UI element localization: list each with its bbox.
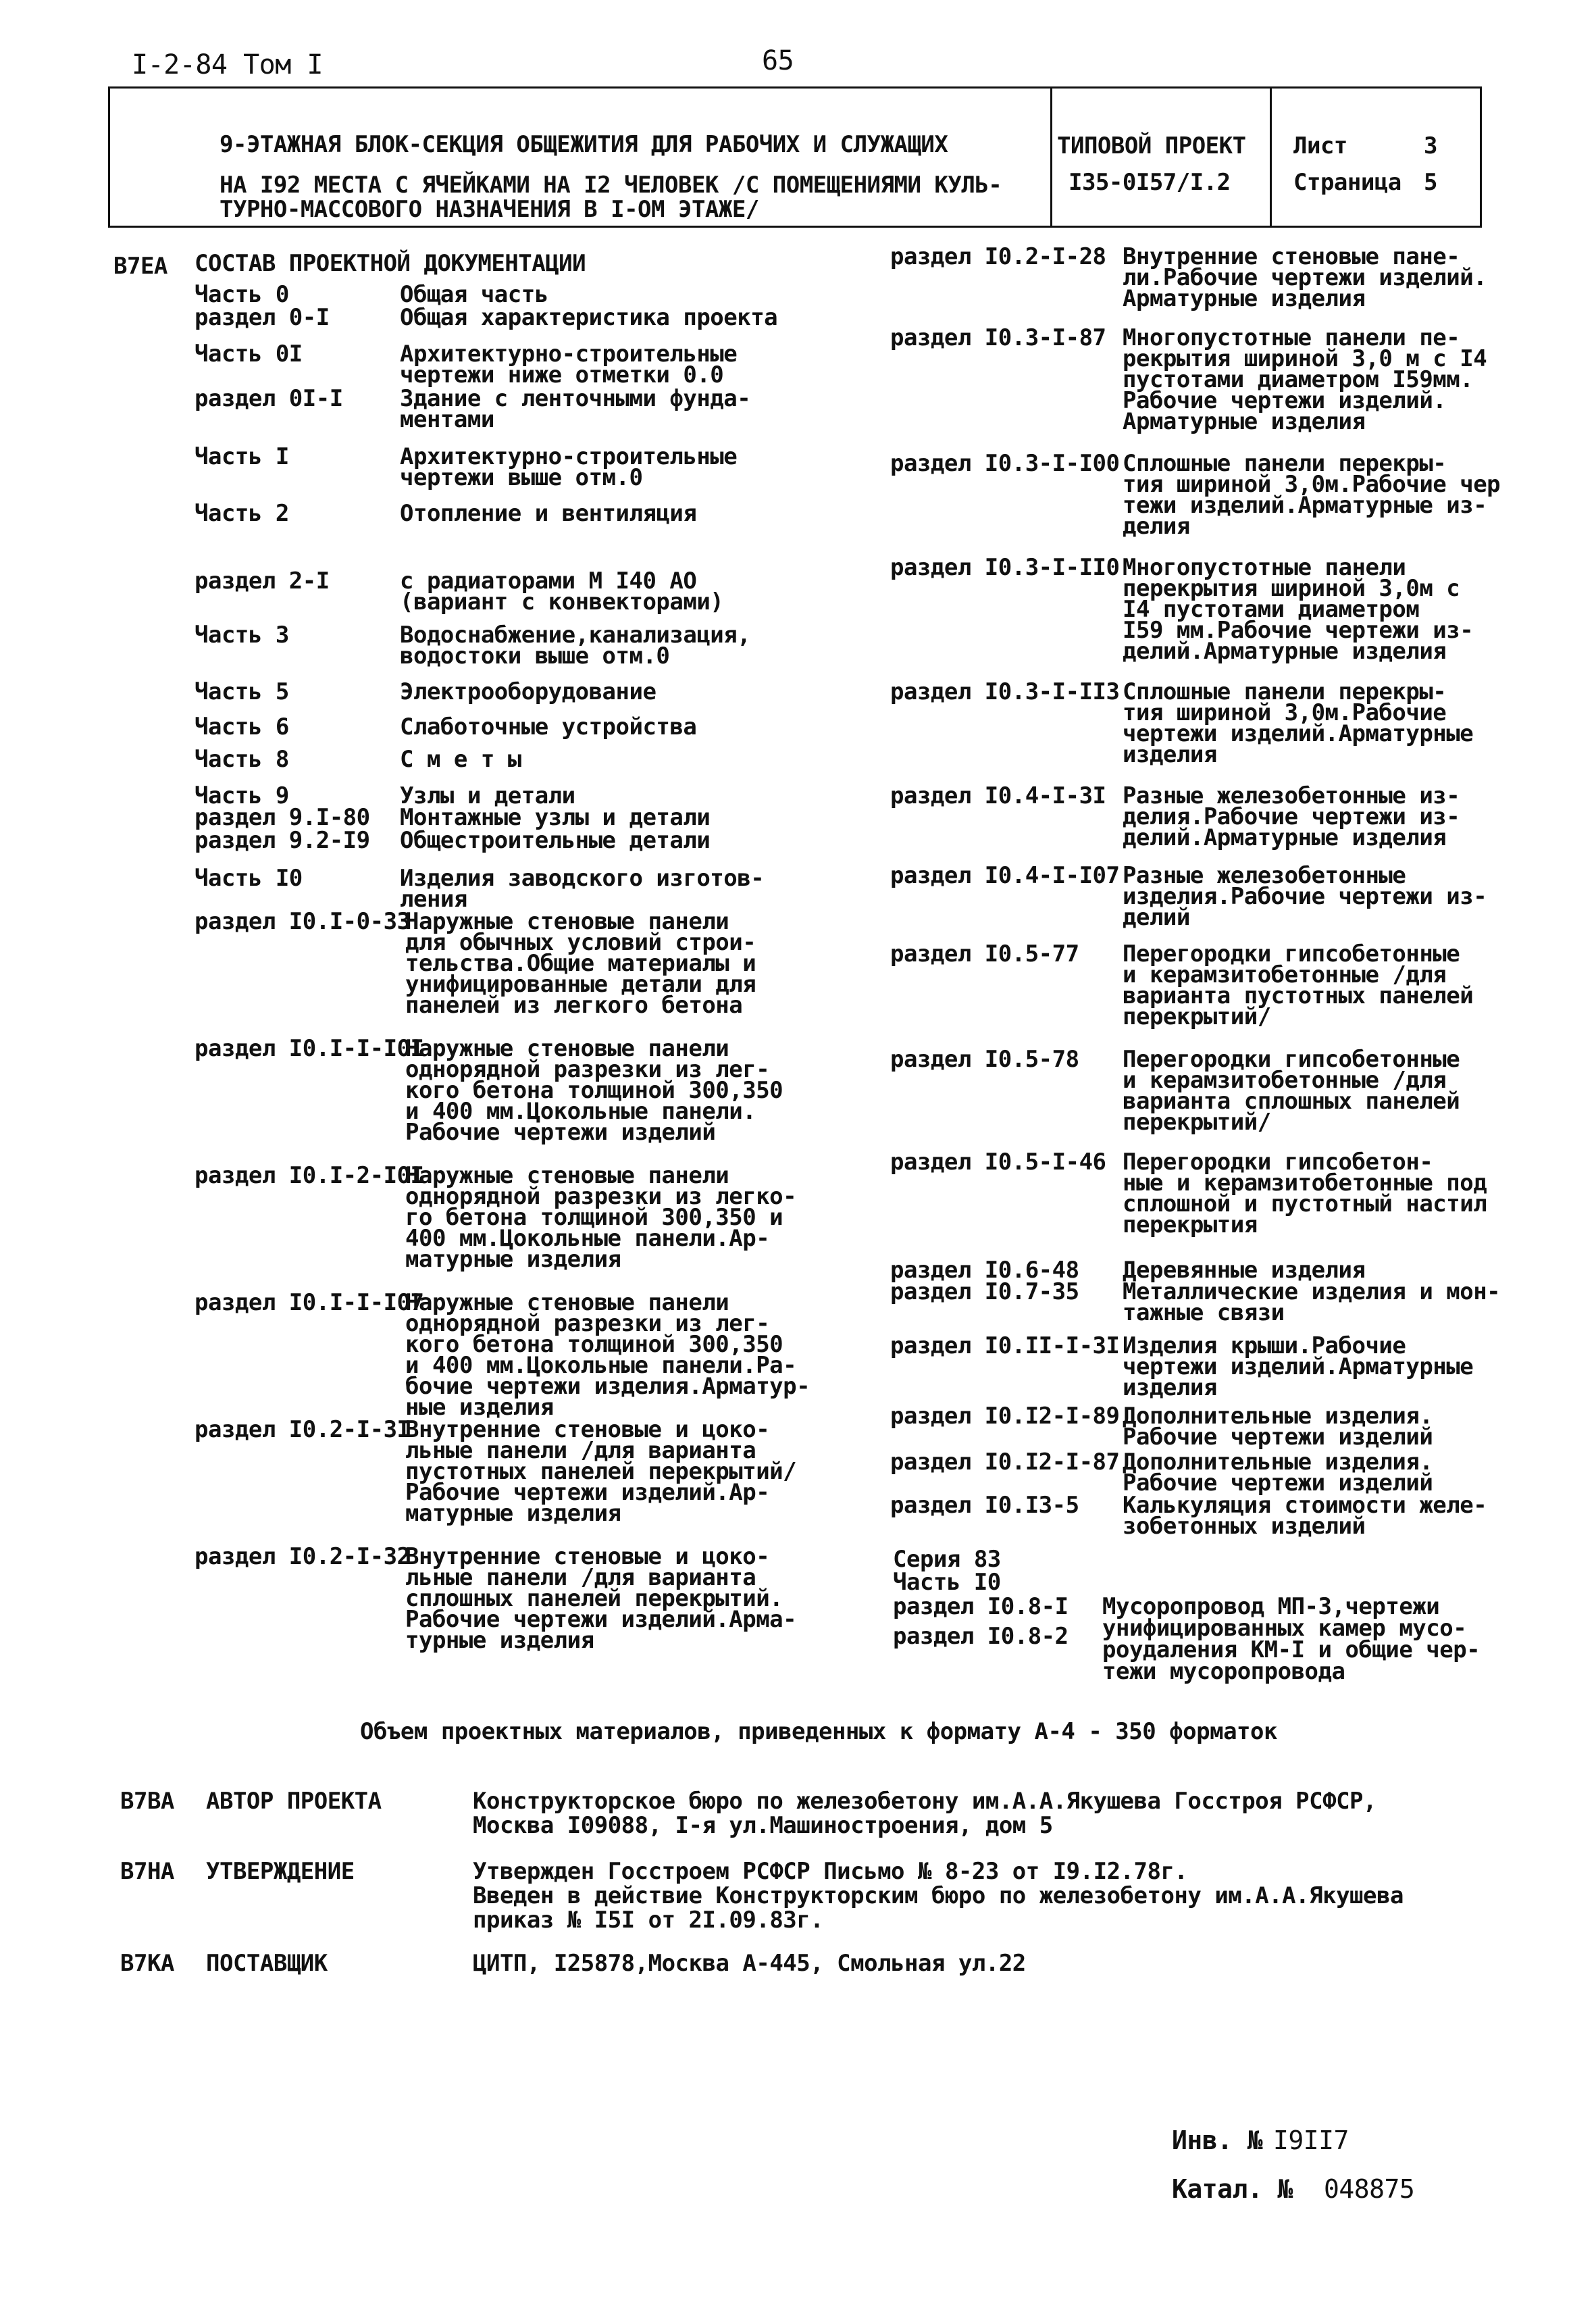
left-entry-text: однорядной разрезки из легко- bbox=[405, 1183, 797, 1210]
frame-divider-1 bbox=[1050, 86, 1052, 228]
title-line: НА I92 МЕСТА С ЯЧЕЙКАМИ НА I2 ЧЕЛОВЕК /С ПОМЕЩЕНИЯМИ КУЛЬ- bbox=[220, 172, 1002, 199]
right-entry-text: делий.Арматурные изделия bbox=[1123, 638, 1447, 665]
right-entry-text: Деревянные изделия bbox=[1123, 1257, 1366, 1284]
right-entry-text: сплошной и пустотный настил bbox=[1123, 1190, 1487, 1217]
right-entry-text: изделия.Рабочие чертежи из- bbox=[1123, 883, 1487, 910]
series-section-label: раздел I0.8-2 bbox=[893, 1623, 1069, 1650]
left-entry-text: и 400 мм.Цокольные панели.Ра- bbox=[405, 1352, 797, 1379]
approval-code: B7HA bbox=[120, 1858, 174, 1885]
right-entry-text: Калькуляция стоимости желе- bbox=[1123, 1492, 1487, 1519]
left-entry-label: раздел I0.I-2-I0I bbox=[195, 1162, 424, 1189]
right-entry-text: ли.Рабочие чертежи изделий. bbox=[1123, 264, 1487, 291]
right-entry-text: перекрытий/ bbox=[1123, 1003, 1271, 1030]
series-part-label: Часть I0 bbox=[893, 1569, 1001, 1596]
right-entry-text: делий.Арматурные изделия bbox=[1123, 824, 1447, 851]
right-entry-text: I4 пустотами диаметром bbox=[1123, 596, 1420, 623]
right-entry-text: делий bbox=[1123, 904, 1190, 931]
right-entry-text: Дополнительные изделия. bbox=[1123, 1449, 1433, 1476]
right-entry-text: тия шириной 3,0м.Рабочие bbox=[1123, 699, 1447, 726]
left-entry-text: Рабочие чертежи изделий bbox=[405, 1119, 716, 1146]
left-entry-label: Часть 6 bbox=[195, 713, 289, 740]
frame-divider-2 bbox=[1270, 86, 1272, 228]
supplier-label: ПОСТАВЩИК bbox=[206, 1950, 328, 1977]
sheet-value: 3 bbox=[1424, 132, 1437, 159]
left-entry-label: Часть 2 bbox=[195, 500, 289, 527]
right-entry-label: раздел I0.5-77 bbox=[890, 940, 1079, 967]
right-entry-label: раздел I0.4-I-3I bbox=[890, 782, 1106, 809]
left-entry-text: льные панели /для варианта bbox=[405, 1564, 756, 1591]
catalog-value: 048875 bbox=[1324, 2174, 1415, 2204]
inventory-label: Инв. № bbox=[1172, 2126, 1263, 2155]
right-entry-label: раздел I0.5-I-46 bbox=[890, 1149, 1106, 1176]
left-entry-text: матурные изделия bbox=[405, 1500, 621, 1527]
left-entry-text: пустотных панелей перекрытий/ bbox=[405, 1458, 797, 1485]
left-entry-text: Слаботочные устройства bbox=[400, 713, 697, 740]
right-entry-text: Многопустотные панели bbox=[1123, 554, 1406, 581]
left-entry-text: Архитектурно-строительные bbox=[400, 341, 738, 368]
left-entry-text: Архитектурно-строительные bbox=[400, 443, 738, 470]
left-entry-text: Наружные стеновые панели bbox=[405, 908, 729, 935]
left-entry-label: Часть 3 bbox=[195, 622, 289, 649]
right-entry-text: Разные железобетонные из- bbox=[1123, 782, 1460, 809]
left-entry-text: Электрооборудование bbox=[400, 678, 657, 705]
left-entry-label: Часть 5 bbox=[195, 678, 289, 705]
right-entry-label: раздел I0.3-I-I00 bbox=[890, 450, 1120, 477]
left-entry-text: Наружные стеновые панели bbox=[405, 1162, 729, 1189]
left-entry-text: льные панели /для варианта bbox=[405, 1437, 756, 1464]
right-entry-text: Перегородки гипсобетонные bbox=[1123, 1046, 1460, 1073]
right-entry-text: Сплошные панели перекры- bbox=[1123, 450, 1447, 477]
left-entry-text: го бетона толщиной 300,350 и bbox=[405, 1204, 783, 1231]
left-entry-text: Общая часть bbox=[400, 281, 548, 308]
approval-label: УТВЕРЖДЕНИЕ bbox=[206, 1858, 355, 1885]
author-line: Москва I09088, I-я ул.Машиностроения, дом 5 bbox=[473, 1812, 1053, 1839]
right-entry-text: Перегородки гипсобетон- bbox=[1123, 1149, 1433, 1176]
volume-note: Объем проектных материалов, приведенных к формату А-4 - 350 форматок bbox=[360, 1718, 1277, 1745]
left-entry-label: раздел 0-I bbox=[195, 304, 330, 331]
supplier-line: ЦИТП, I25878,Москва А-445, Смольная ул.22 bbox=[473, 1950, 1026, 1977]
right-entry-text: Рабочие чертежи изделий bbox=[1123, 1424, 1433, 1451]
right-entry-text: ные и керамзитобетонные под bbox=[1123, 1169, 1487, 1197]
right-entry-text: чертежи изделий.Арматурные bbox=[1123, 720, 1474, 747]
right-entry-text: перекрытия шириной 3,0м с bbox=[1123, 575, 1460, 602]
series-text-line: тежи мусоропровода bbox=[1102, 1658, 1345, 1685]
right-entry-text: зобетонных изделий bbox=[1123, 1513, 1366, 1540]
right-entry-text: чертежи изделий.Арматурные bbox=[1123, 1353, 1474, 1380]
left-entry-text: кого бетона толщиной 300,350 bbox=[405, 1077, 783, 1104]
right-entry-text: тия шириной 3,0м.Рабочие чер bbox=[1123, 471, 1501, 498]
title-line: ТУРНО-МАССОВОГО НАЗНАЧЕНИЯ В I-ОМ ЭТАЖЕ/ bbox=[220, 196, 759, 223]
left-entry-label: раздел I0.I-0-33 bbox=[195, 908, 411, 935]
left-entry-text: унифицированные детали для bbox=[405, 971, 756, 998]
right-entry-text: I59 мм.Рабочие чертежи из- bbox=[1123, 617, 1474, 644]
frame-left-line bbox=[108, 86, 110, 228]
right-entry-text: делия.Рабочие чертежи из- bbox=[1123, 803, 1460, 830]
series-text-line: унифицированных камер мусо- bbox=[1102, 1615, 1467, 1642]
left-entry-text: Наружные стеновые панели bbox=[405, 1035, 729, 1062]
right-entry-text: Многопустотные панели пе- bbox=[1123, 324, 1460, 351]
right-entry-text: варианта пустотных панелей bbox=[1123, 982, 1474, 1009]
right-entry-text: Арматурные изделия bbox=[1123, 285, 1366, 312]
frame-top-line bbox=[108, 86, 1482, 89]
left-entry-label: раздел 9.I-80 bbox=[195, 804, 370, 831]
right-entry-text: Разные железобетонные bbox=[1123, 862, 1406, 889]
project-type-label: ТИПОВОЙ ПРОЕКТ bbox=[1057, 132, 1246, 159]
sheet-label: Лист bbox=[1293, 132, 1347, 159]
series-section-label: раздел I0.8-I bbox=[893, 1593, 1069, 1620]
left-entry-text: и 400 мм.Цокольные панели. bbox=[405, 1098, 756, 1125]
approval-line: Утвержден Госстроем РСФСР Письмо № 8-23 от I9.I2.78г. bbox=[473, 1858, 1188, 1885]
right-entry-text: Рабочие чертежи изделий. bbox=[1123, 387, 1447, 414]
left-entry-text: матурные изделия bbox=[405, 1246, 621, 1273]
left-entry-text: Общестроительные детали bbox=[400, 827, 711, 854]
inventory-value: I9II7 bbox=[1273, 2126, 1349, 2155]
right-entry-label: раздел I0.7-35 bbox=[890, 1278, 1079, 1305]
left-entry-label: раздел 0I-I bbox=[195, 385, 343, 412]
right-entry-label: раздел I0.I2-I-89 bbox=[890, 1403, 1120, 1430]
left-entry-label: Часть 0I bbox=[195, 341, 303, 368]
left-entry-text: Наружные стеновые панели bbox=[405, 1289, 729, 1316]
frame-title-bottom-line bbox=[108, 226, 1482, 228]
left-entry-label: Часть 9 bbox=[195, 782, 289, 809]
left-entry-text: кого бетона толщиной 300,350 bbox=[405, 1331, 783, 1358]
right-entry-text: перекрытия bbox=[1123, 1211, 1258, 1238]
catalog-label: Катал. № bbox=[1172, 2174, 1293, 2204]
right-entry-label: раздел I0.3-I-87 bbox=[890, 324, 1106, 351]
left-entry-label: Часть I0 bbox=[195, 865, 303, 892]
supplier-code: B7KA bbox=[120, 1950, 174, 1977]
right-entry-text: Дополнительные изделия. bbox=[1123, 1403, 1433, 1430]
right-entry-label: раздел I0.I3-5 bbox=[890, 1492, 1079, 1519]
left-entry-label: раздел I0.2-I-3I bbox=[195, 1416, 411, 1443]
left-entry-label: раздел I0.I-I-I07 bbox=[195, 1289, 424, 1316]
left-entry-label: раздел 2-I bbox=[195, 568, 330, 595]
project-number: I35-0I57/I.2 bbox=[1069, 169, 1231, 196]
series-text-line: Мусоропровод МП-3,чертежи bbox=[1102, 1593, 1440, 1620]
approval-line: приказ № I5I от 2I.09.83г. bbox=[473, 1907, 824, 1934]
right-entry-label: раздел I0.2-I-28 bbox=[890, 243, 1106, 270]
composition-heading: СОСТАВ ПРОЕКТНОЙ ДОКУМЕНТАЦИИ bbox=[195, 250, 586, 277]
right-entry-text: рекрытия шириной 3,0 м с I4 bbox=[1123, 345, 1487, 372]
title-line: 9-ЭТАЖНАЯ БЛОК-СЕКЦИЯ ОБЩЕЖИТИЯ ДЛЯ РАБОЧИХ И СЛУЖАЩИХ bbox=[220, 131, 948, 158]
left-entry-text: турные изделия bbox=[405, 1627, 594, 1654]
left-entry-text: водостоки выше отм.0 bbox=[400, 643, 670, 670]
left-entry-text: однорядной разрезки из лег- bbox=[405, 1310, 770, 1337]
left-entry-label: Часть 0 bbox=[195, 281, 289, 308]
right-entry-text: варианта сплошных панелей bbox=[1123, 1088, 1460, 1115]
left-entry-text: сплошных панелей перекрытий. bbox=[405, 1585, 783, 1612]
left-entry-label: раздел I0.2-I-32 bbox=[195, 1543, 411, 1570]
left-entry-text: Здание с ленточными фунда- bbox=[400, 385, 751, 412]
left-entry-text: ментами bbox=[400, 406, 494, 433]
right-entry-text: перекрытий/ bbox=[1123, 1109, 1271, 1136]
right-entry-text: делия bbox=[1123, 513, 1190, 540]
page-label: Страница bbox=[1293, 169, 1401, 196]
series-label: Серия 83 bbox=[893, 1546, 1001, 1573]
approval-line: Введен в действие Конструкторским бюро по железобетону им.А.А.Якушева bbox=[473, 1882, 1404, 1909]
right-entry-text: тажные связи bbox=[1123, 1299, 1285, 1326]
left-entry-label: Часть I bbox=[195, 443, 289, 470]
series-text-line: роудаления КМ-I и общие чер- bbox=[1102, 1636, 1481, 1663]
right-entry-text: Арматурные изделия bbox=[1123, 408, 1366, 435]
author-code: B7BA bbox=[120, 1788, 174, 1815]
left-entry-text: чертежи ниже отметки 0.0 bbox=[400, 361, 724, 388]
right-entry-text: Металлические изделия и мон- bbox=[1123, 1278, 1501, 1305]
left-entry-text: для обычных условий строи- bbox=[405, 929, 756, 956]
left-entry-text: с радиаторами М I40 АО bbox=[400, 568, 697, 595]
left-entry-text: С м е т ы bbox=[400, 746, 521, 773]
page-value: 5 bbox=[1424, 169, 1437, 196]
right-entry-label: раздел I0.3-I-II0 bbox=[890, 554, 1120, 581]
left-entry-text: чертежи выше отм.0 bbox=[400, 464, 643, 491]
right-entry-text: Перегородки гипсобетонные bbox=[1123, 940, 1460, 967]
left-entry-label: раздел I0.I-I-I0I bbox=[195, 1035, 424, 1062]
right-entry-text: Рабочие чертежи изделий bbox=[1123, 1469, 1433, 1496]
right-entry-text: тежи изделий.Арматурные из- bbox=[1123, 492, 1487, 519]
right-entry-text: Изделия крыши.Рабочие bbox=[1123, 1332, 1406, 1359]
left-entry-text: бочие чертежи изделия.Арматур- bbox=[405, 1373, 810, 1400]
right-entry-text: Внутренние стеновые пане- bbox=[1123, 243, 1460, 270]
left-entry-label: Часть 8 bbox=[195, 746, 289, 773]
left-entry-text: панелей из легкого бетона bbox=[405, 992, 743, 1019]
right-entry-label: раздел I0.5-78 bbox=[890, 1046, 1079, 1073]
left-entry-text: Узлы и детали bbox=[400, 782, 575, 809]
page-number: 65 bbox=[762, 45, 794, 76]
left-entry-text: Монтажные узлы и детали bbox=[400, 804, 711, 831]
right-entry-text: пустотами диаметром I59мм. bbox=[1123, 366, 1474, 393]
right-entry-text: и керамзитобетонные /для bbox=[1123, 1067, 1447, 1094]
author-line: Конструкторское бюро по железобетону им.А.А.Якушева Госстроя РСФСР, bbox=[473, 1788, 1376, 1815]
left-entry-text: 400 мм.Цокольные панели.Ар- bbox=[405, 1225, 770, 1252]
right-entry-label: раздел I0.4-I-I07 bbox=[890, 862, 1120, 889]
right-entry-text: Сплошные панели перекры- bbox=[1123, 678, 1447, 705]
left-entry-text: однорядной разрезки из лег- bbox=[405, 1056, 770, 1083]
right-entry-text: изделия bbox=[1123, 741, 1217, 768]
left-entry-label: раздел 9.2-I9 bbox=[195, 827, 370, 854]
author-label: АВТОР ПРОЕКТА bbox=[206, 1788, 382, 1815]
doc-reference: I-2-84 Том I bbox=[132, 49, 323, 80]
right-entry-text: и керамзитобетонные /для bbox=[1123, 961, 1447, 988]
left-entry-text: ные изделия bbox=[405, 1394, 554, 1421]
left-entry-text: (вариант с конвекторами) bbox=[400, 588, 724, 615]
left-entry-text: Внутренние стеновые и цоко- bbox=[405, 1543, 770, 1570]
left-entry-text: Водоснабжение,канализация, bbox=[400, 622, 751, 649]
left-entry-text: Внутренние стеновые и цоко- bbox=[405, 1416, 770, 1443]
frame-right-line bbox=[1480, 86, 1482, 228]
right-entry-label: раздел I0.II-I-3I bbox=[890, 1332, 1120, 1359]
right-entry-text: изделия bbox=[1123, 1374, 1217, 1401]
right-entry-label: раздел I0.3-I-II3 bbox=[890, 678, 1120, 705]
left-entry-text: Общая характеристика проекта bbox=[400, 304, 778, 331]
left-entry-text: тельства.Общие материалы и bbox=[405, 950, 756, 977]
composition-code: B7EA bbox=[113, 253, 168, 280]
left-entry-text: Изделия заводского изготов- bbox=[400, 865, 765, 892]
left-entry-text: Рабочие чертежи изделий.Ар- bbox=[405, 1479, 770, 1506]
right-entry-label: раздел I0.6-48 bbox=[890, 1257, 1079, 1284]
right-entry-label: раздел I0.I2-I-87 bbox=[890, 1449, 1120, 1476]
left-entry-text: Рабочие чертежи изделий.Арма- bbox=[405, 1606, 797, 1633]
left-entry-text: Отопление и вентиляция bbox=[400, 500, 697, 527]
left-entry-text: ления bbox=[400, 886, 467, 913]
